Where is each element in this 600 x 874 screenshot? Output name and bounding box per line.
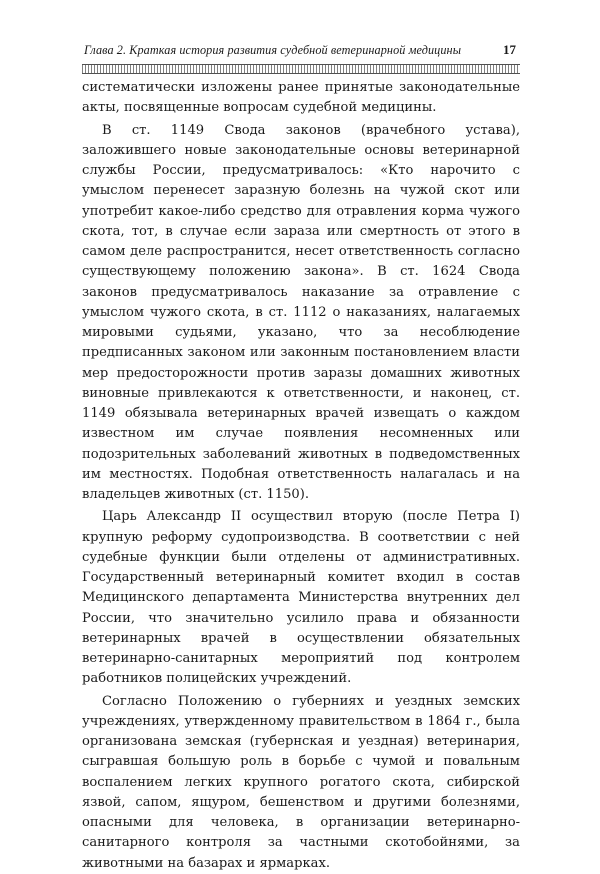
body-text	[82, 78, 520, 874]
page-number: 17	[503, 42, 516, 57]
paragraph-2: В ст. 1149 Свода законов (врачебного устава), заложившего новые законодательные основы ветеринарной службы России, предусматривалось: «Кто нарочито с умыслом перенесет заразную болезнь на чужой скот или употребит какое-либо средство для отравления корма чужого скота, тот, в случае если зараза или смертность от этого в самом деле распространится, несет ответственность согласно существующему положению закона». В ст. 1624 Свода законов предусматривалось наказание за отравление с умыслом чужого скота, в ст. 1112 о наказаниях, налагаемых мировыми судьями, указано, что за несоблюдение предписанных законом или законным постановлением власти мер предосторожности против заразы домашних животных виновные привлекаются к ответственности, и наконец, ст. 1149 обязывала ветеринарных врачей извещать о каждом известном им случае появления несомненных или подозрительных заболеваний животных в подведомственных им местностях. Подобная ответственность налагалась и на владельцев животных (ст. 1150).	[82, 122, 520, 502]
header-rule	[82, 64, 520, 74]
running-header	[82, 41, 520, 65]
paragraph-4: Согласно Положению о губерниях и уездных земских учреждениях, утвержденному правительством в 1864 г., была организована земская (губернская и уездная) ветеринария, сыгравшая большую роль в борьбе с чумой и повальным воспалением легких крупного рогатого скота, сибирской язвой, сапом, ящуром, бешенством и другими болезнями, опасными для человека, в организации ветеринарно-санитарного контроля за частными скотобойнями, за животными на базарах и ярмарках.	[82, 693, 520, 871]
chapter-title: Глава 2. Краткая история развития судебной ветеринарной медицины	[84, 43, 462, 57]
paragraph-3: Царь Александр II осуществил вторую (после Петра I) крупную реформу судопроизводства. В соответствии с ней судебные функции были отделены от административных. Государственный ветеринарный комитет входил в состав Медицинского департамента Министерства внутренних дел России, что значительно усилило права и обязанности ветеринарных врачей в осуществлении обязательных ветеринарно-санитарных мероприятий под контролем работников полицейских учреждений.	[82, 509, 520, 687]
paragraph-1: систематически изложены ранее принятые законодательные акты, посвященные вопросам судебной медицины.	[82, 80, 520, 116]
